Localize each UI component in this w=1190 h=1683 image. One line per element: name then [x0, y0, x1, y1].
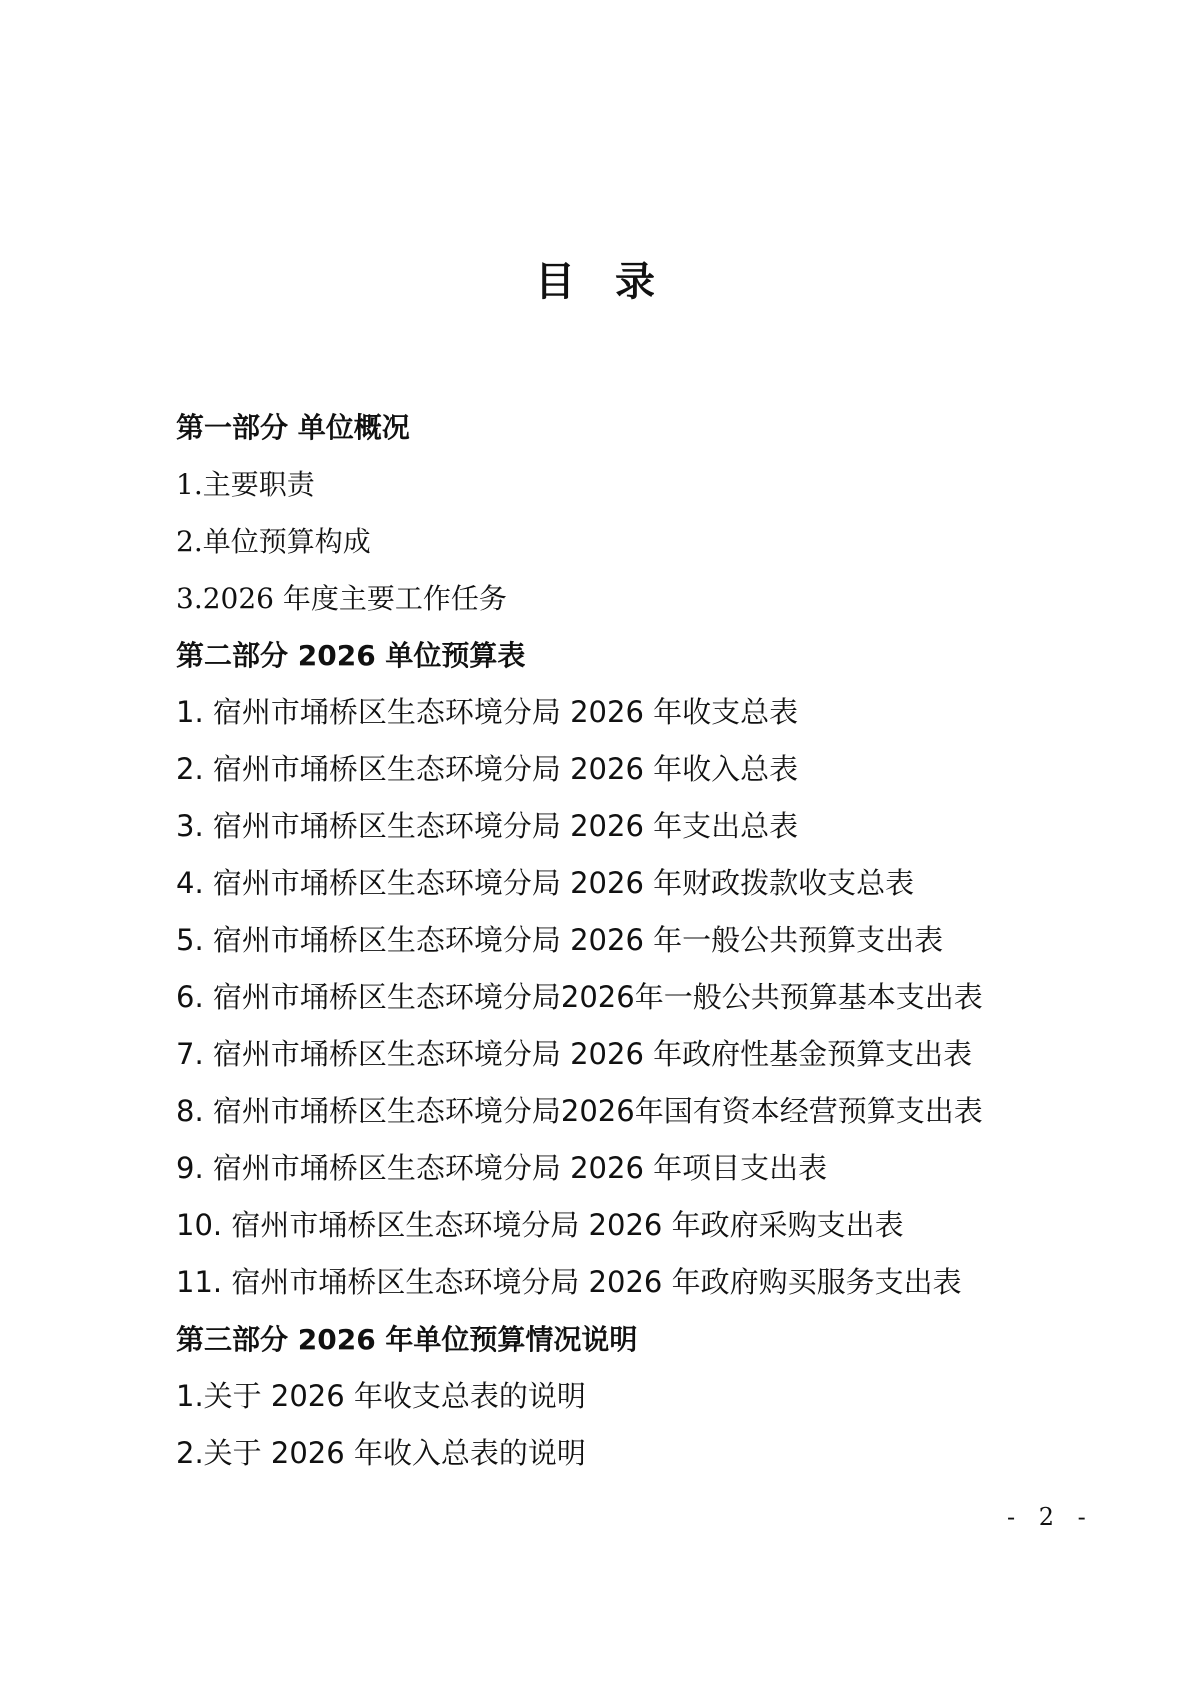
toc-entry [176, 683, 983, 740]
toc-entry-text: 10. 宿州市埇桥区生态环境分局 2026 年政府采购支出表 [176, 1207, 904, 1242]
toc-entry-text: 7. 宿州市埇桥区生态环境分局 2026 年政府性基金预算支出表 [176, 1036, 973, 1071]
toc-entry [176, 797, 983, 854]
toc-entry-text: 2. 宿州市埇桥区生态环境分局 2026 年收入总表 [176, 751, 799, 786]
toc-entry [176, 398, 983, 455]
toc-entry [176, 569, 983, 626]
toc-entry-text: 8. 宿州市埇桥区生态环境分局2026年国有资本经营预算支出表 [176, 1093, 983, 1128]
toc-entry [176, 512, 983, 569]
toc-entry [176, 1253, 983, 1310]
toc-entry [176, 1025, 983, 1082]
toc-entry [176, 1367, 983, 1424]
toc-entry [176, 1310, 983, 1367]
toc-entry-text: 1.关于 2026 年收支总表的说明 [176, 1378, 586, 1413]
toc-entry-text: 5. 宿州市埇桥区生态环境分局 2026 年一般公共预算支出表 [176, 922, 944, 957]
toc-entry-text: 1.主要职责 [176, 467, 315, 501]
toc-entry-text: 第二部分 2026 单位预算表 [176, 638, 526, 672]
toc-entry-text: 6. 宿州市埇桥区生态环境分局2026年一般公共预算基本支出表 [176, 979, 983, 1014]
toc-entry-text: 2.关于 2026 年收入总表的说明 [176, 1435, 586, 1470]
toc-entry [176, 626, 983, 683]
toc-entry-text: 11. 宿州市埇桥区生态环境分局 2026 年政府购买服务支出表 [176, 1264, 962, 1299]
toc-entry [176, 854, 983, 911]
toc-entry-text: 1. 宿州市埇桥区生态环境分局 2026 年收支总表 [176, 694, 799, 729]
page-number: - 2 - [1007, 1503, 1094, 1531]
toc-entry-text: 2.单位预算构成 [176, 524, 371, 558]
toc-entry-text: 3. 宿州市埇桥区生态环境分局 2026 年支出总表 [176, 808, 799, 843]
toc-entry-text: 4. 宿州市埇桥区生态环境分局 2026 年财政拨款收支总表 [176, 865, 915, 900]
toc-entry [176, 1196, 983, 1253]
toc-entry [176, 1082, 983, 1139]
toc-entry [176, 911, 983, 968]
toc-entry [176, 1424, 983, 1481]
table-of-contents [176, 398, 983, 1481]
toc-entry [176, 740, 983, 797]
page-title: 目录 [535, 259, 695, 305]
toc-entry [176, 455, 983, 512]
toc-entry [176, 1139, 983, 1196]
toc-entry-text: 第一部分 单位概况 [176, 410, 410, 444]
toc-entry-text: 3.2026 年度主要工作任务 [176, 581, 507, 615]
toc-entry-text: 第三部分 2026 年单位预算情况说明 [176, 1322, 638, 1356]
toc-entry-text: 9. 宿州市埇桥区生态环境分局 2026 年项目支出表 [176, 1150, 828, 1185]
toc-entry [176, 968, 983, 1025]
